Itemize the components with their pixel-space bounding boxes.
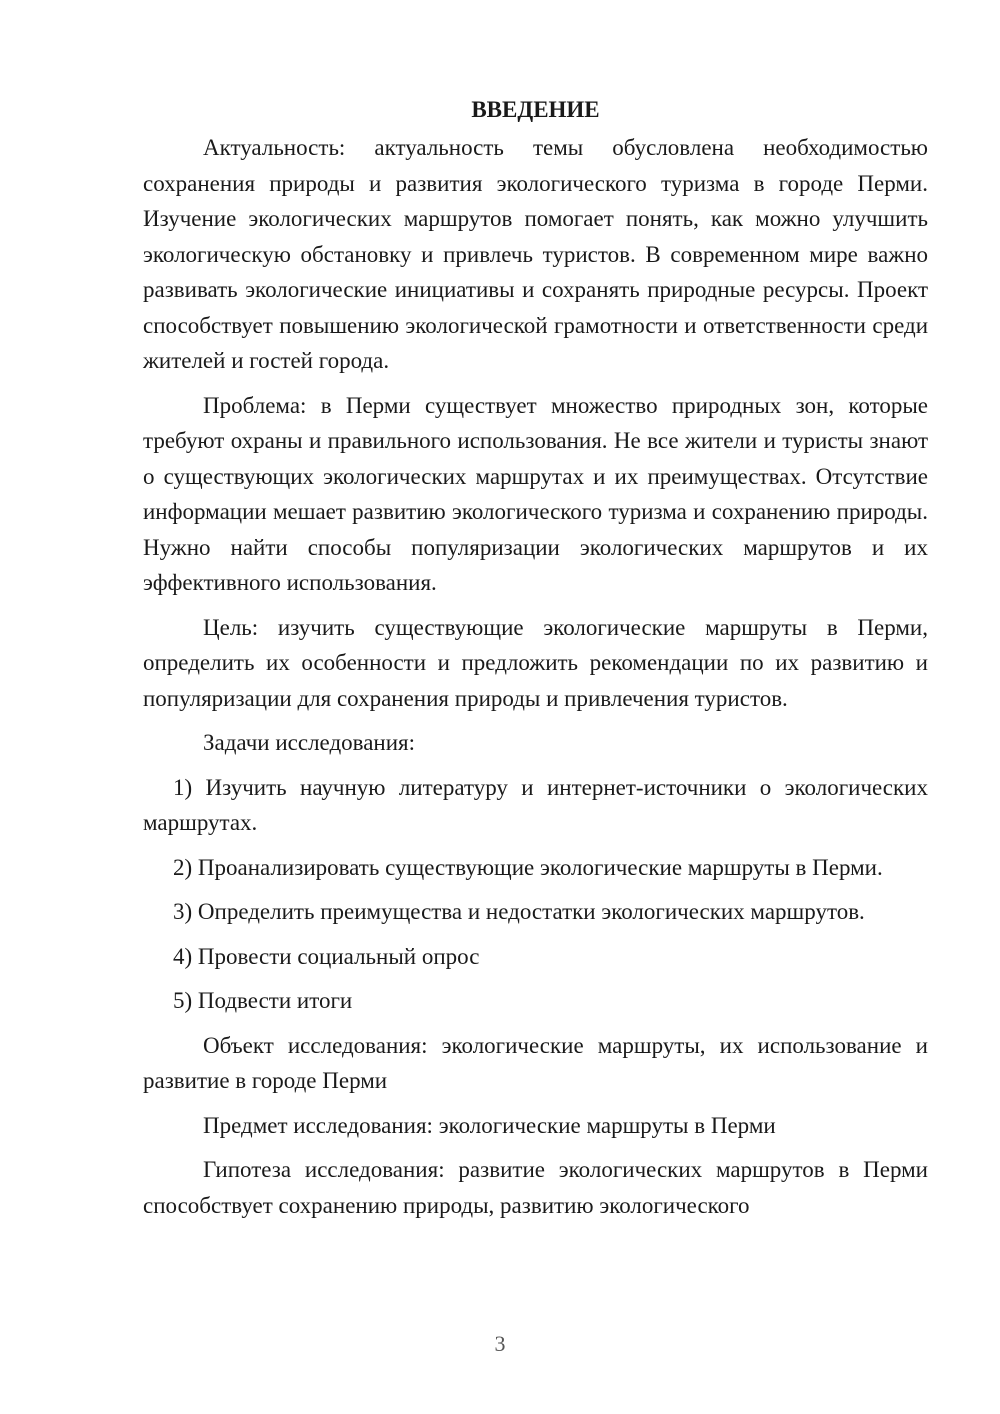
paragraph-object: Объект исследования: экологические маршруты, их использование и развитие в городе Перми: [143, 1032, 928, 1093]
paragraph-subject: Предмет исследования: экологические маршруты в Перми: [203, 1112, 776, 1138]
task-item-5: 5) Подвести итоги: [173, 988, 353, 1013]
page-number: 3: [494, 1331, 506, 1356]
document-page: [143, 92, 928, 1223]
paragraph-problem: Проблема: в Перми существует множество природных зон, которые требуют охраны и правильного использования. Не все жители и туристы знают о существующих экологических маршрутах и их преимуществах. Отсутствие информации мешает развитию экологического туризма и сохранению природы. Нужно найти способы популяризации экологических маршрутов и их эффективного использования.: [143, 392, 928, 595]
paragraph-tasks-heading: Задачи исследования:: [203, 730, 416, 755]
paragraph-relevance: Актуальность: актуальность темы обусловлена необходимостью сохранения природы и развития экологического туризма в городе Перми. Изучение экологических маршрутов помогает понять, как можно улучшить экологическую обстановку и привлечь туристов. В современном мире важно развивать экологические инициативы и сохранять природные ресурсы. Проект способствует повышению экологической грамотности и ответственности среди жителей и гостей города.: [143, 135, 928, 373]
task-item-3: 3) Определить преимущества и недостатки экологических маршрутов.: [173, 899, 865, 924]
task-item-4: 4) Провести социальный опрос: [173, 943, 480, 969]
paragraph-hypothesis: Гипотеза исследования: развитие экологических маршрутов в Перми способствует сохранению природы, развитию экологического: [143, 1157, 928, 1218]
task-item-1: 1) Изучить научную литературу и интернет-источники о экологических маршрутах.: [143, 774, 928, 835]
paragraph-goal: Цель: изучить существующие экологические маршруты в Перми, определить их особенности и предложить рекомендации по их развитию и популяризации для сохранения природы и привлечения туристов.: [143, 614, 928, 711]
section-title: ВВЕДЕНИЕ: [471, 97, 600, 122]
task-item-2: 2) Проанализировать существующие экологические маршруты в Перми.: [173, 854, 883, 880]
